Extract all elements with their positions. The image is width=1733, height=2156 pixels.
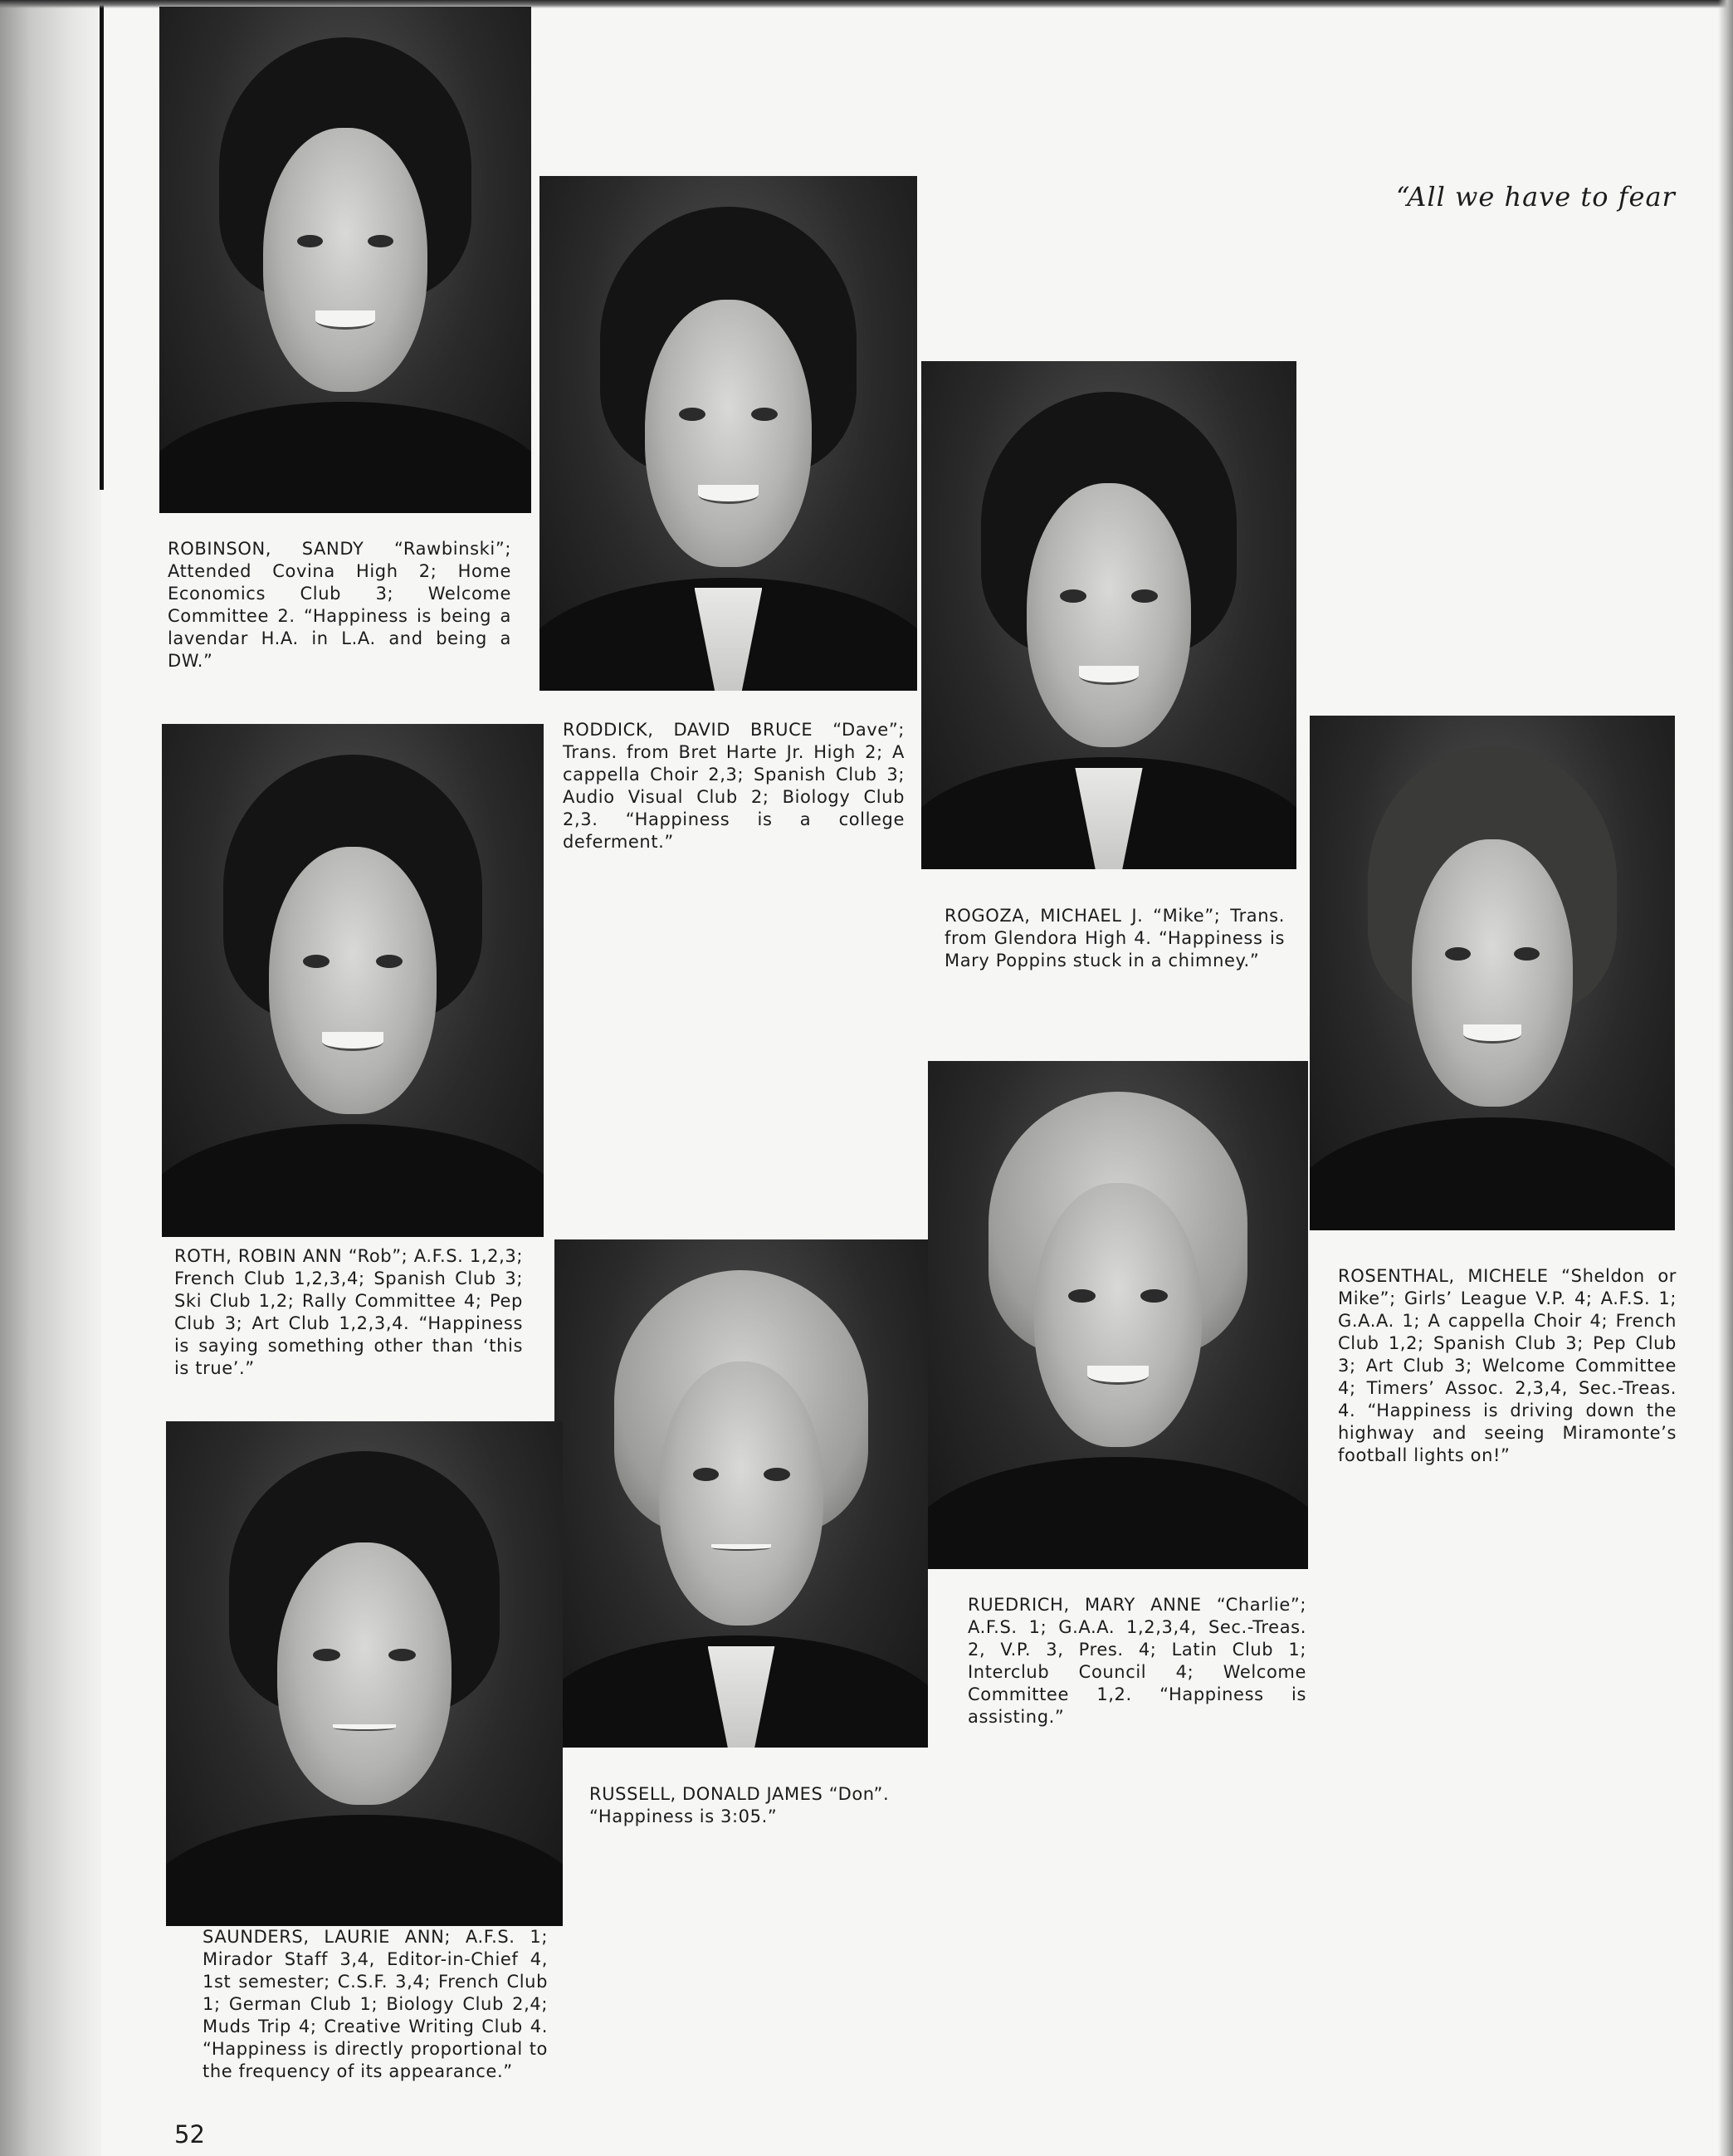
portrait-mouth bbox=[1463, 1024, 1521, 1044]
portrait-shoulders bbox=[166, 1815, 563, 1926]
portrait-face bbox=[263, 128, 427, 391]
portrait-shoulders bbox=[928, 1457, 1308, 1569]
portrait-mouth bbox=[1087, 1366, 1148, 1385]
portrait-eye bbox=[764, 1468, 790, 1481]
student-caption-robinson: ROBINSON, SANDY “Rawbinski”; Attended Covina High 2; Home Economics Club 3; Welcome Committee 2. “Happiness is being a lavendar H.A. in L.A. and being a DW.” bbox=[168, 539, 511, 671]
student-caption-rogoza: ROGOZA, MICHAEL J. “Mike”; Trans. from Glendora High 4. “Happiness is Mary Poppins stuck in a chimney.” bbox=[945, 906, 1285, 970]
page-quote: “All we have to fear bbox=[1396, 181, 1676, 213]
portrait-photo-russell bbox=[554, 1239, 928, 1748]
portrait-eye bbox=[1445, 947, 1471, 961]
portrait-photo-ruedrich bbox=[928, 1061, 1308, 1569]
portrait-eye bbox=[751, 408, 778, 421]
portrait-mouth bbox=[315, 310, 375, 330]
student-caption-ruedrich: RUEDRICH, MARY ANNE “Charlie”; A.F.S. 1; G.A.A. 1,2,3,4, Sec.-Treas. 2, V.P. 3, Pres. 4; Latin Club 1; Interclub Council 4; Welcome Committee 1,2. “Happiness is assisting.” bbox=[968, 1595, 1306, 1727]
student-caption-roddick: RODDICK, DAVID BRUCE “Dave”; Trans. from Bret Harte Jr. High 2; A cappella Choir 2,3; Spanish Club 3; Audio Visual Club 2; Biology Club 2,3. “Happiness is a college deferment.” bbox=[563, 720, 905, 852]
page-binding bbox=[0, 0, 101, 2156]
portrait-photo-roddick bbox=[539, 176, 917, 691]
portrait-face bbox=[277, 1542, 452, 1805]
portrait-face bbox=[659, 1362, 823, 1626]
portrait-photo-roth bbox=[162, 724, 544, 1237]
student-caption-russell: RUSSELL, DONALD JAMES “Don”. “Happiness is 3:05.” bbox=[589, 1784, 890, 1826]
portrait-mouth bbox=[698, 485, 759, 504]
portrait-eye bbox=[1140, 1289, 1167, 1303]
portrait-photo-saunders bbox=[166, 1421, 563, 1926]
page-right-edge bbox=[1718, 0, 1733, 2156]
portrait-face bbox=[1027, 483, 1192, 747]
portrait-photo-robinson bbox=[159, 7, 531, 513]
page-number: 52 bbox=[174, 2120, 205, 2149]
portrait-photo-rosenthal bbox=[1310, 716, 1675, 1230]
portrait-face bbox=[269, 847, 437, 1113]
student-caption-roth: ROTH, ROBIN ANN “Rob”; A.F.S. 1,2,3; French Club 1,2,3,4; Spanish Club 3; Ski Club 1,2; Rally Committee 4; Pep Club 3; Art Club 1,2,3,4. “Happiness is saying something other than ‘this is true’.” bbox=[174, 1246, 523, 1378]
portrait-eye bbox=[1068, 1289, 1095, 1303]
portrait-face bbox=[1034, 1183, 1202, 1447]
portrait-face bbox=[645, 300, 811, 567]
portrait-photo-rogoza bbox=[921, 361, 1296, 869]
student-caption-saunders: SAUNDERS, LAURIE ANN; A.F.S. 1; Mirador Staff 3,4, Editor-in-Chief 4, 1st semester; C.S.F. 3,4; French Club 1; German Club 1; Biology Club 2,4; Muds Trip 4; Creative Writing Club 4. “Happiness is directly proportional to the frequency of its appearance.” bbox=[203, 1927, 548, 2081]
binding-edge-line bbox=[100, 0, 104, 490]
portrait-mouth bbox=[322, 1032, 383, 1051]
student-caption-rosenthal: ROSENTHAL, MICHELE “Sheldon or Mike”; Girls’ League V.P. 4; A.F.S. 1; G.A.A. 1; A cappella Choir 4; French Club 1,2; Spanish Club 3; Pep Club 3; Art Club 3; Welcome Committee 4; Timers’ Assoc. 2,3,4, Sec.-Treas. 4. “Happiness is driving down the highway and seeing Miramonte’s football lights on!” bbox=[1338, 1266, 1677, 1465]
portrait-mouth bbox=[333, 1724, 396, 1731]
portrait-shoulders bbox=[1310, 1117, 1675, 1230]
portrait-shoulders bbox=[162, 1124, 544, 1237]
portrait-eye bbox=[376, 955, 403, 968]
portrait-face bbox=[1412, 839, 1573, 1107]
portrait-mouth bbox=[1079, 666, 1139, 685]
portrait-shoulders bbox=[159, 402, 531, 513]
